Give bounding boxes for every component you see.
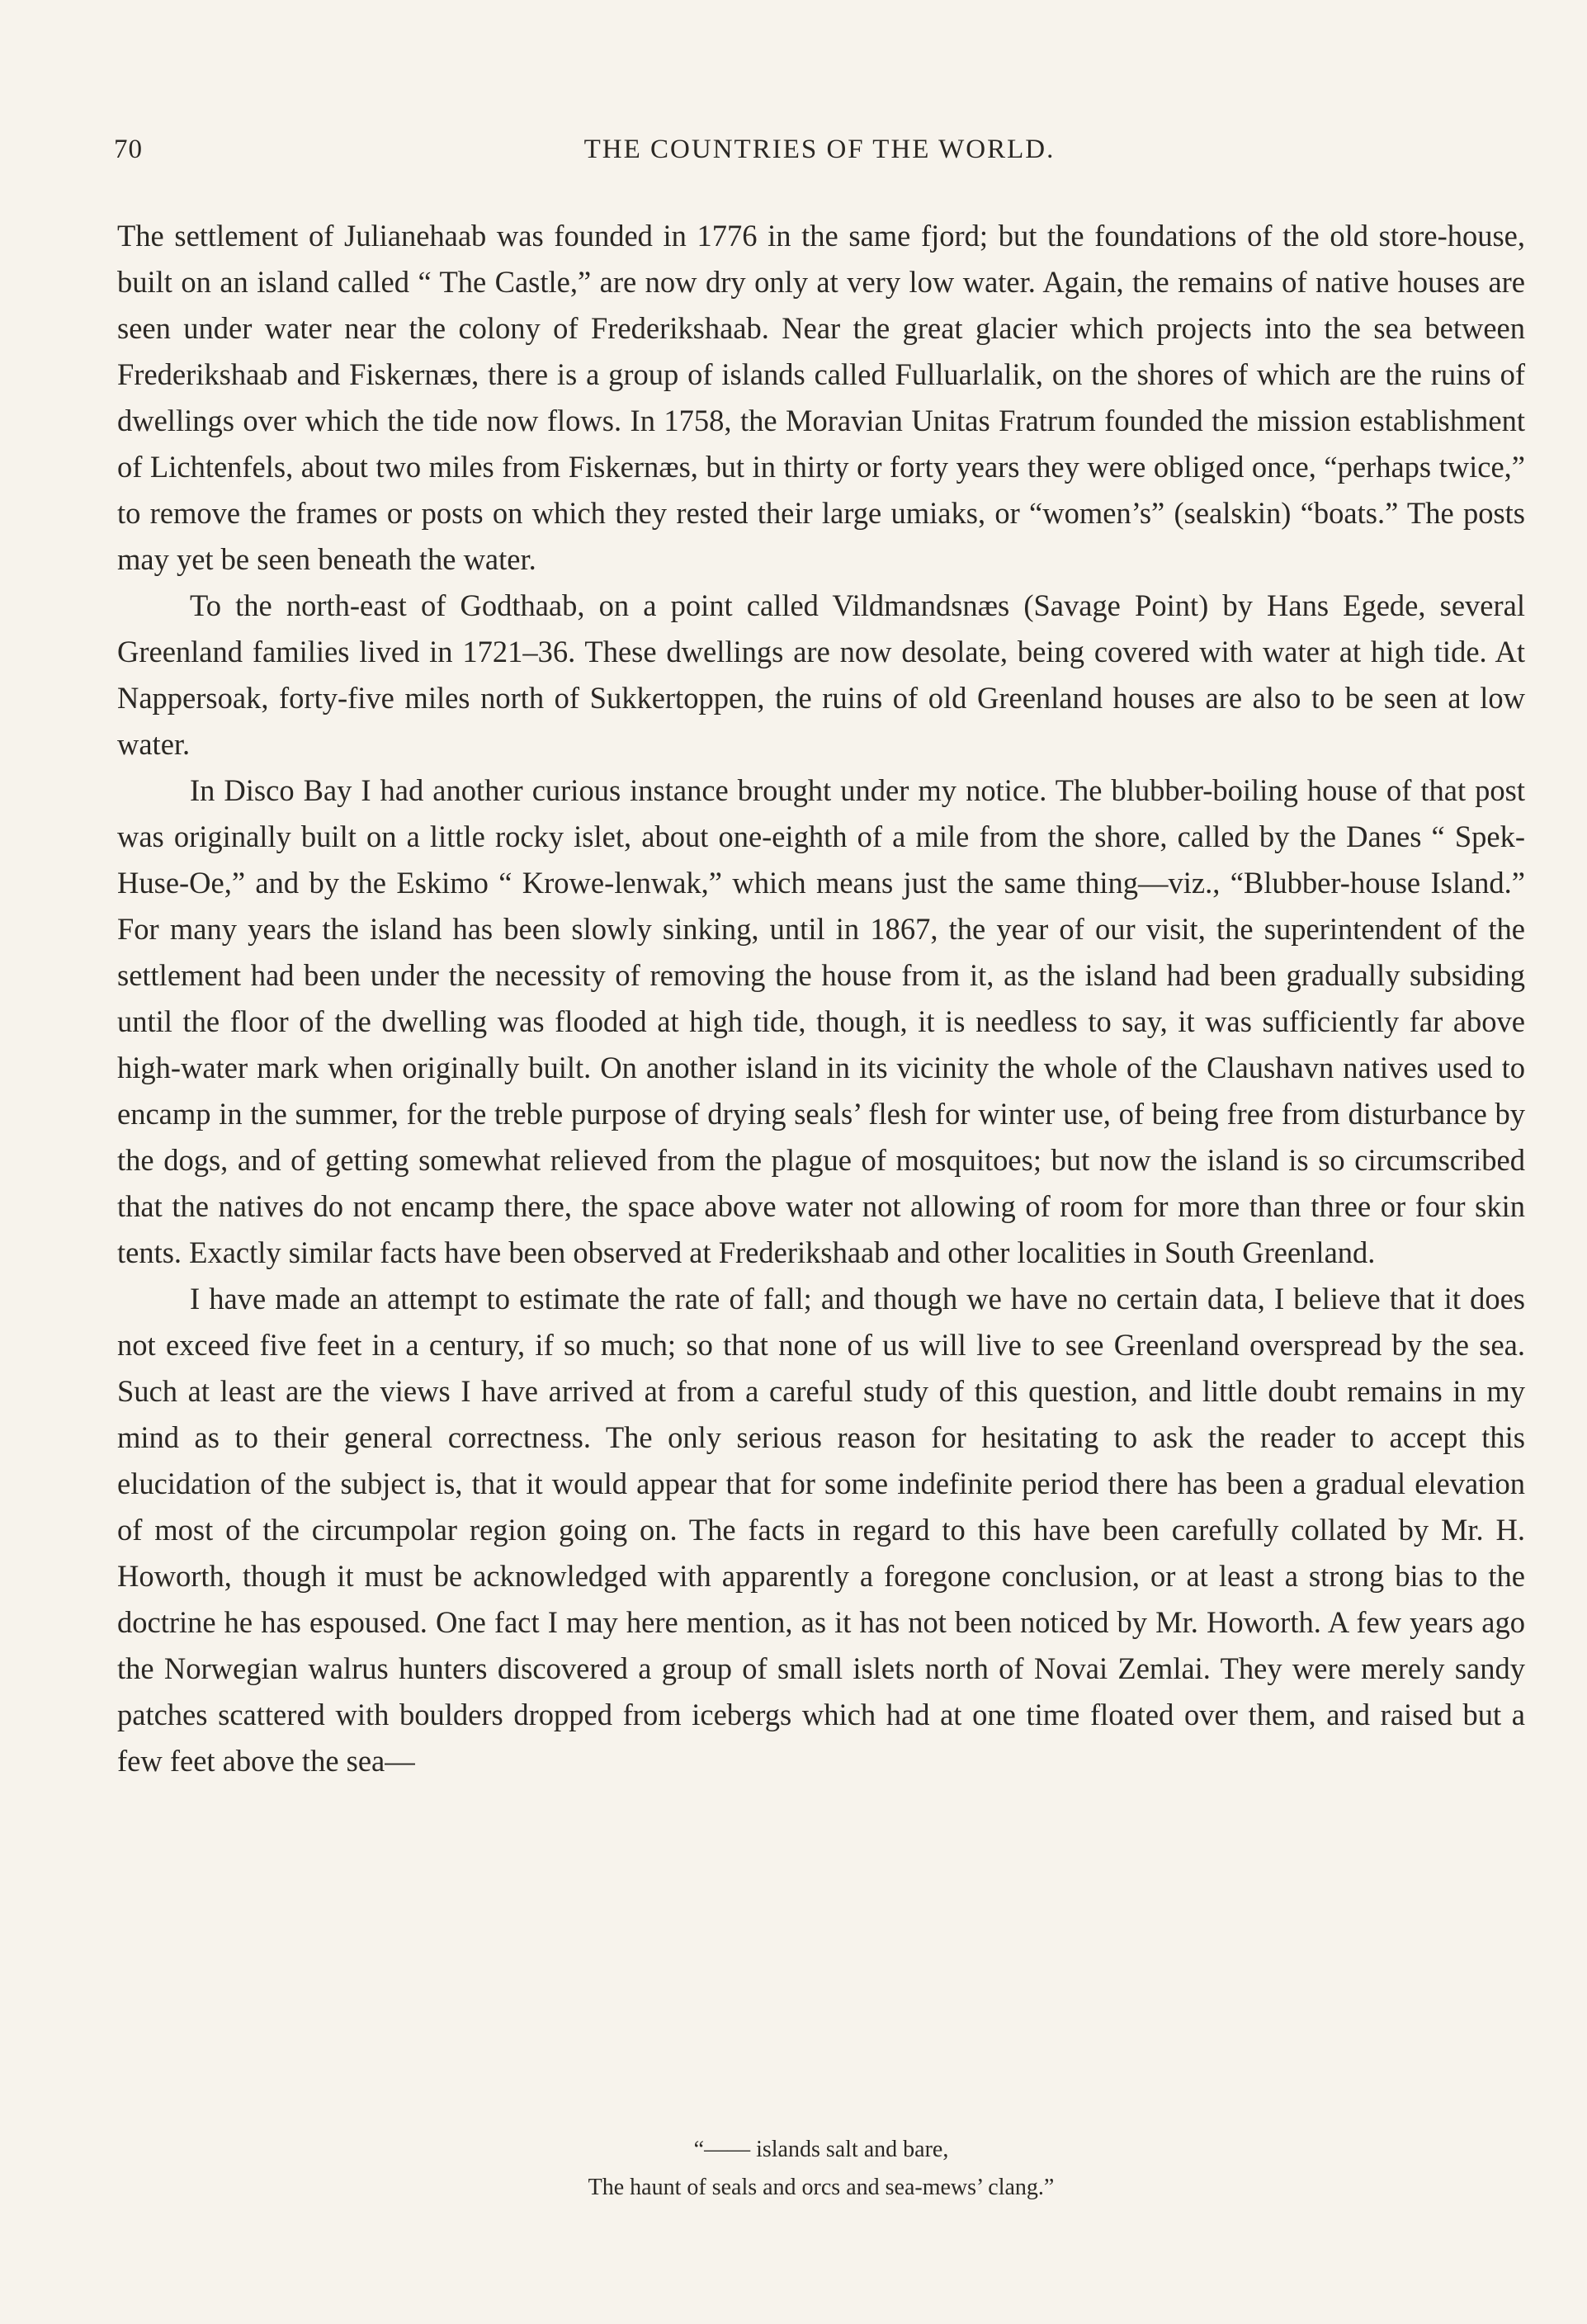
paragraph-rate-of-fall: I have made an attempt to estimate the rate of fall; and though we have no certain data, I believe that it does not exceed five feet in a century, if so much; so that none of us will live to see Greenland overspread by the sea. Such at least are the views I have arrived at from a careful study of this question, and little doubt remains in my mind as to their general correctness. The only serious reason for hesitating to ask the reader to accept this elucidation of the subject is, that it would appear that for some indefinite period there has been a gradual elevation of most of the circumpolar region going on. The facts in regard to this have been carefully collated by Mr. H. Howorth, though it must be acknowledged with apparently a foregone conclusion, or at least a strong bias to the doctrine he has espoused. One fact I may here mention, as it has not been noticed by Mr. Howorth. A few years ago the Norwegian walrus hunters discovered a group of small islets north of Novai Zemlai. They were merely sandy patches scattered with boulders dropped from icebergs which had at one time floated over them, and raised but a few feet above the sea— bbox=[117, 1282, 1525, 1778]
verse-quotation bbox=[117, 2131, 1525, 2207]
running-title: THE COUNTRIES OF THE WORLD. bbox=[583, 135, 1056, 164]
paragraph-julianehaab: The settlement of Julianehaab was founded in 1776 in the same fjord; but the foundations of the old store-house, built on an island called “ The Castle,” are now dry only at very low water. Again, the remains of native houses are seen under water near the colony of Frederikshaab. Near the great glacier which projects into the sea between Frederikshaab and Fiskernæs, there is a group of islands called Fulluarlalik, on the shores of which are the ruins of dwellings over which the tide now flows. In 1758, the Moravian Unitas Fratrum founded the mission establishment of Lichtenfels, about two miles from Fiskernæs, but in thirty or forty years they were obliged once, “perhaps twice,” to remove the frames or posts on which they rested their large umiaks, or “women’s” (sealskin) “boats.” The posts may yet be seen beneath the water. bbox=[117, 219, 1525, 576]
verse-line-2: The haunt of seals and orcs and sea-mews’ clang.” bbox=[588, 2175, 1055, 2200]
verse-line-1: “—— islands salt and bare, bbox=[693, 2137, 949, 2162]
body-text bbox=[117, 213, 1525, 1784]
running-head bbox=[114, 135, 1525, 176]
paragraph-disco-bay: In Disco Bay I had another curious instance brought under my notice. The blubber-boiling house of that post was originally built on a little rocky islet, about one-eighth of a mile from the shore, called by the Danes “ Spek-Huse-Oe,” and by the Eskimo “ Krowe-lenwak,” which means just the same thing—viz., “Blubber-house Island.” For many years the island has been slowly sinking, until in 1867, the year of our visit, the superintendent of the settlement had been under the necessity of removing the house from it, as the island had been gradually subsiding until the floor of the dwelling was flooded at high tide, though, it is needless to say, it was sufficiently far above high-water mark when originally built. On another island in its vicinity the whole of the Claushavn natives used to encamp in the summer, for the treble purpose of drying seals’ flesh for winter use, of being free from disturbance by the dogs, and of getting somewhat relieved from the plague of mosquitoes; but now the island is so circumscribed that the natives do not encamp there, the space above water not allowing of room for more than three or four skin tents. Exactly similar facts have been observed at Frederikshaab and other localities in South Greenland. bbox=[117, 773, 1525, 1269]
paragraph-godthaab: To the north-east of Godthaab, on a point called Vildmandsnæs (Savage Point) by Hans Egede, several Greenland families lived in 1721–36. These dwellings are now desolate, being covered with water at high tide. At Nappersoak, forty-five miles north of Sukkertoppen, the ruins of old Greenland houses are also to be seen at low water. bbox=[117, 588, 1525, 761]
page-number: 70 bbox=[114, 135, 143, 164]
